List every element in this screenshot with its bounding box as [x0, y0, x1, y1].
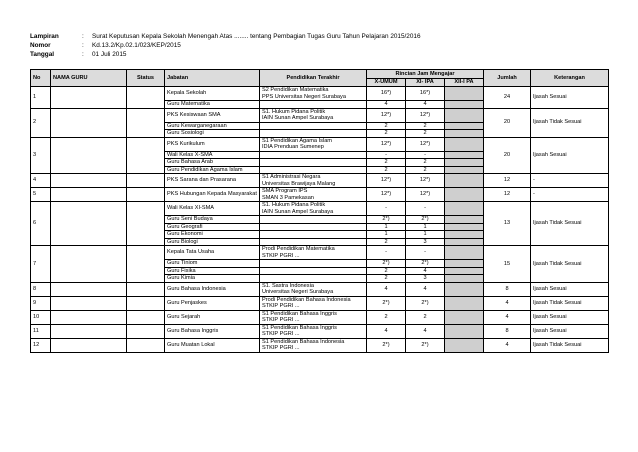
cell-pendidikan: [260, 122, 367, 130]
cell-nama-guru: [51, 324, 127, 338]
pendidikan-line-1: S1 Pendidikan Bahasa Indonesia: [262, 338, 345, 345]
cell-xi-ipa: 12*): [406, 137, 445, 151]
cell-no: 9: [31, 296, 51, 310]
header-status: Status: [127, 70, 165, 87]
cell-x-umum: 12*): [367, 188, 406, 202]
cell-nama-guru: [51, 338, 127, 352]
cell-xii-ipa: [445, 130, 484, 138]
cell-x-umum: 2: [367, 130, 406, 138]
cell-nama-guru: [51, 137, 127, 174]
cell-jumlah: 4: [484, 338, 531, 352]
cell-pendidikan: [260, 159, 367, 167]
cell-x-umum: 2: [367, 267, 406, 275]
pendidikan-line-1: S1 Pendidikan Bahasa Inggris: [262, 310, 337, 317]
table-row: [31, 174, 609, 188]
cell-xii-ipa: [445, 246, 484, 260]
cell-no: 5: [31, 188, 51, 202]
cell-xi-ipa: 2: [406, 310, 445, 324]
pendidikan-line-1: S1 Pendidikan Agama Islam: [262, 137, 332, 144]
pendidikan-line-2: Universitas Brawijaya Malang: [262, 180, 336, 187]
cell-xi-ipa: 16*): [406, 87, 445, 101]
header-no: No: [31, 70, 51, 87]
cell-pendidikan: [260, 202, 367, 216]
cell-jabatan: Guru Kimia: [165, 275, 260, 283]
cell-xi-ipa: 4: [406, 101, 445, 109]
header-label: Nomor: [30, 42, 51, 49]
cell-jabatan: Kepala Tata Usaha: [165, 246, 260, 260]
cell-xii-ipa: [445, 296, 484, 310]
cell-pendidikan: [260, 324, 367, 338]
table-row: [31, 188, 609, 202]
cell-jabatan: Wali Kelas X-SMA: [165, 151, 260, 159]
cell-nama-guru: [51, 202, 127, 246]
cell-jumlah: 8: [484, 324, 531, 338]
cell-pendidikan: [260, 223, 367, 231]
cell-x-umum: 12*): [367, 108, 406, 122]
cell-x-umum: 2*): [367, 338, 406, 352]
cell-no: 12: [31, 338, 51, 352]
cell-xii-ipa: [445, 275, 484, 283]
cell-x-umum: 2*): [367, 260, 406, 268]
cell-no: 1: [31, 87, 51, 109]
pendidikan-line-2: STKIP PGRI ...: [262, 317, 300, 323]
cell-keterangan: Ijasah Tidak Sesuai: [531, 296, 609, 310]
cell-xii-ipa: [445, 223, 484, 231]
cell-xi-ipa: 1: [406, 223, 445, 231]
cell-xii-ipa: [445, 310, 484, 324]
header-row: [30, 32, 421, 41]
cell-pendidikan: [260, 87, 367, 101]
cell-pendidikan: [260, 174, 367, 188]
cell-jabatan: Guru Matematika: [165, 101, 260, 109]
cell-jabatan: Guru Sejarah: [165, 310, 260, 324]
cell-jabatan: Guru Seni Budaya: [165, 216, 260, 224]
table-row: [31, 324, 609, 338]
cell-status: [127, 202, 165, 246]
table-row: [31, 282, 609, 296]
cell-jabatan: Guru Kewarganegaraan: [165, 122, 260, 130]
header-x-umum: X-UMUM: [367, 79, 406, 87]
pendidikan-line-1: S1. Hukum Pidana Politik: [262, 108, 326, 115]
document-header: [30, 32, 421, 59]
cell-jabatan: PKS Kesiswaan SMA: [165, 108, 260, 122]
cell-status: [127, 324, 165, 338]
pendidikan-line-2: IAIN Sunan Ampel Surabaya: [262, 115, 334, 121]
cell-no: 7: [31, 246, 51, 283]
cell-xii-ipa: [445, 122, 484, 130]
cell-no: 3: [31, 137, 51, 174]
cell-no: 10: [31, 310, 51, 324]
cell-xii-ipa: [445, 174, 484, 188]
cell-status: [127, 174, 165, 188]
cell-x-umum: 4: [367, 282, 406, 296]
cell-xi-ipa: 12*): [406, 108, 445, 122]
cell-jabatan: Guru Tiniom: [165, 260, 260, 268]
cell-pendidikan: [260, 296, 367, 310]
cell-xii-ipa: [445, 101, 484, 109]
cell-xii-ipa: [445, 108, 484, 122]
pendidikan-line-2: PPS Universitas Negeri Surabaya: [262, 93, 346, 100]
cell-xii-ipa: [445, 137, 484, 151]
cell-jabatan: Guru Fisika: [165, 267, 260, 275]
cell-nama-guru: [51, 108, 127, 137]
pendidikan-line-2: SMAN 3 Pamekasan: [262, 194, 314, 201]
cell-jabatan: Guru Geografi: [165, 223, 260, 231]
cell-xii-ipa: [445, 260, 484, 268]
cell-nama-guru: [51, 188, 127, 202]
cell-xi-ipa: 2: [406, 122, 445, 130]
cell-nama-guru: [51, 87, 127, 109]
cell-nama-guru: [51, 310, 127, 324]
cell-keterangan: Ijasah Tidak Sesuai: [531, 338, 609, 352]
pendidikan-line-2: IDIA Prenduan Sumenep: [262, 144, 324, 150]
cell-keterangan: Ijasah Tidak Sesuai: [531, 108, 609, 137]
cell-no: 8: [31, 282, 51, 296]
cell-x-umum: -: [367, 151, 406, 159]
cell-keterangan: -: [531, 174, 609, 188]
cell-no: 11: [31, 324, 51, 338]
cell-xi-ipa: 2*): [406, 296, 445, 310]
cell-xii-ipa: [445, 282, 484, 296]
cell-keterangan: Ijasah Tidak Sesuai: [531, 202, 609, 246]
header-value: Surat Keputusan Kepala Sekolah Menengah Atas ........ tentang Pembagian Tugas Guru Tahun Pelajaran 2015/2016: [92, 33, 421, 40]
cell-keterangan: Ijasah Sesuai: [531, 87, 609, 109]
header-label: Lampiran: [30, 33, 59, 40]
pendidikan-line-2: Universitas Negeri Surabaya: [262, 289, 334, 295]
cell-jabatan: PKS Hubungan Kepada Masyarakat: [165, 188, 260, 202]
pendidikan-line-1: S2 Pendidikan Matematika: [262, 87, 329, 94]
cell-x-umum: -: [367, 246, 406, 260]
cell-jabatan: Guru Muatan Lokal: [165, 338, 260, 352]
cell-nama-guru: [51, 296, 127, 310]
cell-jabatan: Wali Kelas XI-SMA: [165, 202, 260, 216]
cell-pendidikan: [260, 246, 367, 260]
cell-x-umum: 2: [367, 122, 406, 130]
teacher-assignment-table: [30, 69, 609, 353]
cell-xi-ipa: 2: [406, 159, 445, 167]
cell-jumlah: 15: [484, 246, 531, 283]
cell-jumlah: 8: [484, 282, 531, 296]
table-row: [31, 202, 609, 216]
pendidikan-line-1: S1 Administrasi Negara: [262, 174, 321, 181]
cell-jabatan: Guru Ekonomi: [165, 231, 260, 239]
cell-xi-ipa: 2: [406, 166, 445, 174]
header-separator: :: [82, 51, 84, 58]
cell-xi-ipa: 3: [406, 238, 445, 246]
cell-xi-ipa: 12*): [406, 174, 445, 188]
cell-pendidikan: [260, 231, 367, 239]
table-row: [31, 310, 609, 324]
cell-pendidikan: [260, 338, 367, 352]
cell-nama-guru: [51, 282, 127, 296]
pendidikan-line-1: S1 Pendidikan Bahasa Inggris: [262, 324, 337, 331]
cell-pendidikan: [260, 188, 367, 202]
cell-xi-ipa: 2*): [406, 216, 445, 224]
pendidikan-line-2: IAIN Sunan Ampel Surabaya: [262, 208, 334, 215]
cell-x-umum: 16*): [367, 87, 406, 101]
cell-x-umum: 1: [367, 231, 406, 239]
cell-xii-ipa: [445, 151, 484, 159]
header-label: Tanggal: [30, 51, 55, 58]
cell-x-umum: 1: [367, 223, 406, 231]
cell-pendidikan: [260, 216, 367, 224]
cell-keterangan: Ijasah Sesuai: [531, 310, 609, 324]
table-row: [31, 108, 609, 122]
cell-x-umum: 12*): [367, 137, 406, 151]
cell-xi-ipa: 2*): [406, 260, 445, 268]
cell-jabatan: Kepala Sekolah: [165, 87, 260, 101]
cell-jabatan: Guru Bahasa Indonesia: [165, 282, 260, 296]
cell-xi-ipa: 2*): [406, 338, 445, 352]
pendidikan-line-2: STKIP PGRI ...: [262, 303, 300, 309]
cell-keterangan: -: [531, 188, 609, 202]
pendidikan-line-1: S1. Sastra Indonesia: [262, 282, 314, 289]
cell-pendidikan: [260, 267, 367, 275]
cell-status: [127, 188, 165, 202]
cell-x-umum: 2: [367, 159, 406, 167]
cell-pendidikan: [260, 282, 367, 296]
header-xi-ipa: XI- IPA: [406, 79, 445, 87]
cell-jabatan: Guru Sosiologi: [165, 130, 260, 138]
cell-pendidikan: [260, 101, 367, 109]
header-jumlah: Jumlah: [484, 70, 531, 87]
cell-xii-ipa: [445, 216, 484, 224]
cell-jumlah: 4: [484, 296, 531, 310]
cell-pendidikan: [260, 260, 367, 268]
cell-jabatan: Guru Pendidikan Agama Islam: [165, 166, 260, 174]
cell-pendidikan: [260, 151, 367, 159]
cell-no: 2: [31, 108, 51, 137]
cell-x-umum: 2*): [367, 216, 406, 224]
cell-x-umum: 2: [367, 275, 406, 283]
cell-pendidikan: [260, 310, 367, 324]
cell-jabatan: Guru Biologi: [165, 238, 260, 246]
cell-xii-ipa: [445, 324, 484, 338]
cell-x-umum: 2: [367, 166, 406, 174]
cell-jabatan: PKS Sarana dan Prasarana: [165, 174, 260, 188]
cell-jumlah: 4: [484, 310, 531, 324]
table-body: [31, 87, 609, 353]
cell-keterangan: Ijasah Sesuai: [531, 324, 609, 338]
cell-xii-ipa: [445, 338, 484, 352]
header-value: 01 Juli 2015: [92, 51, 127, 58]
cell-xi-ipa: 3: [406, 275, 445, 283]
header-separator: :: [82, 33, 84, 40]
cell-jumlah: 12: [484, 188, 531, 202]
cell-xi-ipa: -: [406, 246, 445, 260]
cell-jumlah: 24: [484, 87, 531, 109]
header-row: [30, 50, 421, 59]
header-xii-ipa: XII-I PA: [445, 79, 484, 87]
cell-x-umum: 4: [367, 324, 406, 338]
pendidikan-line-1: SMA Program IPS: [262, 188, 308, 195]
cell-x-umum: 2: [367, 238, 406, 246]
cell-status: [127, 108, 165, 137]
cell-jabatan: Guru Penjaskes: [165, 296, 260, 310]
cell-xi-ipa: 1: [406, 231, 445, 239]
header-keterangan: Keterangan: [531, 70, 609, 87]
cell-no: 4: [31, 174, 51, 188]
cell-status: [127, 282, 165, 296]
header-row: [30, 41, 421, 50]
cell-pendidikan: [260, 238, 367, 246]
header-value: Kd.13.2/Kp.02.1/023/KEP/2015: [92, 42, 181, 49]
cell-jumlah: 13: [484, 202, 531, 246]
cell-jumlah: 12: [484, 174, 531, 188]
table-row: [31, 338, 609, 352]
pendidikan-line-2: STKIP PGRI ...: [262, 331, 300, 337]
pendidikan-line-1: Prodi Pendidikan Matematika: [262, 246, 335, 253]
cell-xii-ipa: [445, 159, 484, 167]
cell-nama-guru: [51, 246, 127, 283]
header-separator: :: [82, 42, 84, 49]
table-row: [31, 246, 609, 260]
cell-no: 6: [31, 202, 51, 246]
pendidikan-line-2: STKIP PGRI ...: [262, 252, 300, 259]
pendidikan-line-2: STKIP PGRI ...: [262, 345, 300, 351]
header-nama-guru: NAMA GURU: [51, 70, 127, 87]
cell-pendidikan: [260, 130, 367, 138]
cell-keterangan: Ijasah Sesuai: [531, 282, 609, 296]
cell-xi-ipa: 4: [406, 267, 445, 275]
cell-xii-ipa: [445, 202, 484, 216]
cell-x-umum: 2*): [367, 296, 406, 310]
cell-pendidikan: [260, 275, 367, 283]
cell-jabatan: Guru Bahasa Arab: [165, 159, 260, 167]
cell-jabatan: PKS Kurikulum: [165, 137, 260, 151]
cell-status: [127, 310, 165, 324]
table-row: [31, 137, 609, 151]
table-row: [31, 87, 609, 101]
cell-xi-ipa: -: [406, 151, 445, 159]
cell-xii-ipa: [445, 238, 484, 246]
cell-xi-ipa: 4: [406, 282, 445, 296]
cell-xii-ipa: [445, 231, 484, 239]
cell-jabatan: Guru Bahasa Inggris: [165, 324, 260, 338]
header-rincian: Rincian Jam Mengajar: [367, 70, 484, 79]
cell-jumlah: 20: [484, 108, 531, 137]
cell-x-umum: 2: [367, 310, 406, 324]
pendidikan-line-1: Prodi Pendidikan Bahasa Indonesia: [262, 296, 351, 303]
header-pendidikan: Pendidikan Terakhir: [260, 70, 367, 87]
header-jabatan: Jabatan: [165, 70, 260, 87]
cell-pendidikan: [260, 108, 367, 122]
cell-xii-ipa: [445, 188, 484, 202]
cell-xii-ipa: [445, 166, 484, 174]
cell-pendidikan: [260, 166, 367, 174]
cell-x-umum: -: [367, 202, 406, 216]
cell-status: [127, 246, 165, 283]
cell-x-umum: 12*): [367, 174, 406, 188]
cell-status: [127, 296, 165, 310]
cell-status: [127, 137, 165, 174]
cell-keterangan: Ijasah Sesuai: [531, 137, 609, 174]
cell-jumlah: 20: [484, 137, 531, 174]
table-header: [31, 70, 609, 87]
cell-xi-ipa: 2: [406, 130, 445, 138]
cell-xi-ipa: 12*): [406, 188, 445, 202]
cell-status: [127, 338, 165, 352]
pendidikan-line-1: S1. Hukum Pidana Politik: [262, 202, 326, 209]
cell-nama-guru: [51, 174, 127, 188]
cell-xii-ipa: [445, 267, 484, 275]
cell-xii-ipa: [445, 87, 484, 101]
cell-x-umum: 4: [367, 101, 406, 109]
cell-xi-ipa: 4: [406, 324, 445, 338]
cell-pendidikan: [260, 137, 367, 151]
cell-xi-ipa: -: [406, 202, 445, 216]
cell-keterangan: Ijasah Tidak Sesuai: [531, 246, 609, 283]
cell-status: [127, 87, 165, 109]
table-row: [31, 296, 609, 310]
